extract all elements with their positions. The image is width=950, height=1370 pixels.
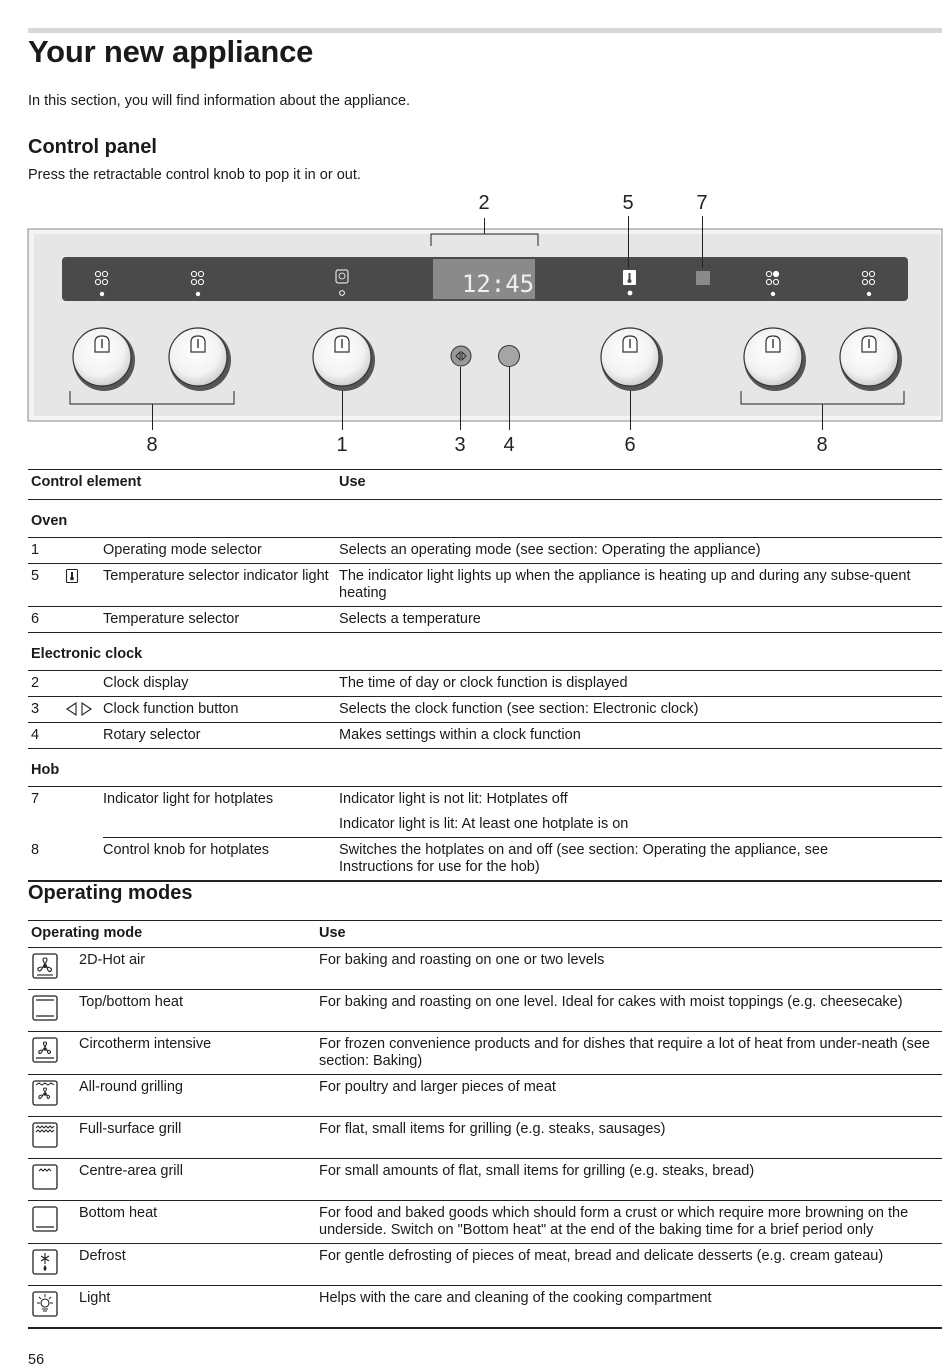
callout-6: 6 (624, 434, 636, 456)
bottom-heat-icon (31, 1205, 59, 1233)
all-round-grilling-icon (31, 1079, 59, 1107)
table-row (28, 538, 942, 564)
top-bottom-heat-icon (31, 994, 59, 1022)
row-use: Selects a temperature (339, 607, 942, 633)
row-use: Selects an operating mode (see section: Operating the appliance) (339, 538, 942, 564)
group-label: Oven (28, 500, 942, 538)
control-element-table (28, 469, 942, 882)
control-panel-heading: Control panel (28, 136, 157, 158)
operating-modes-table (28, 920, 942, 1329)
row-element: Rotary selector (103, 723, 339, 749)
callout-8-right: 8 (816, 434, 828, 456)
mode-use: For frozen convenience products and for dishes that require a lot of heat from under-neath (see section: Baking) (319, 1032, 942, 1075)
group-row-electronic-clock (28, 633, 942, 671)
mode-name: Bottom heat (79, 1201, 319, 1244)
mode-use: For food and baked goods which should form a crust or which require more browning on the underside. Switch on "Bottom heat" at the end of the baking time for a brief period only (319, 1201, 942, 1244)
control-panel-subtitle: Press the retractable control knob to pop it in or out. (28, 167, 361, 183)
centre-area-grill-icon (31, 1163, 59, 1191)
hot-air-fan-icon (31, 952, 59, 980)
control-panel-illustration (0, 0, 950, 465)
row-number: 7 (31, 791, 40, 807)
mode-use: For baking and roasting on one level. Ideal for cakes with moist toppings (e.g. cheesecake) (319, 990, 942, 1032)
table-row (28, 838, 942, 882)
table-row (28, 1075, 942, 1117)
table-header-row (28, 470, 942, 500)
row-number: 4 (28, 723, 65, 749)
column-header-use: Use (319, 921, 942, 948)
callout-5: 5 (622, 192, 634, 214)
mode-name: All-round grilling (79, 1075, 319, 1117)
row-use: Indicator light is not lit: Hotplates off (339, 791, 568, 807)
table-row (28, 1244, 942, 1286)
row-use: The time of day or clock function is displayed (339, 671, 942, 697)
row-use: Switches the hotplates on and off (see section: Operating the appliance, see Instructions for use for the hob) (339, 838, 942, 882)
mode-name: Top/bottom heat (79, 990, 319, 1032)
mode-use: Helps with the care and cleaning of the cooking compartment (319, 1286, 942, 1329)
row-element: Temperature selector (103, 607, 339, 633)
row-element: Temperature selector indicator light (103, 564, 339, 607)
clock-display-time: 12:45 (461, 270, 535, 298)
table-row (28, 564, 942, 607)
table-row (28, 607, 942, 633)
row-number: 8 (28, 838, 65, 882)
page-number: 56 (28, 1352, 45, 1368)
callout-2: 2 (478, 192, 490, 214)
row-element: Indicator light for hotplates (103, 787, 339, 838)
row-use: The indicator light lights up when the appliance is heating up and during any subse-quent heating (339, 564, 942, 607)
table-row (28, 1201, 942, 1244)
row-use: Indicator light is lit: At least one hotplate is on (339, 812, 942, 838)
indicator-dot (100, 292, 104, 296)
mode-name: 2D-Hot air (79, 948, 319, 990)
row-number: 5 (28, 564, 65, 607)
mode-name: Full-surface grill (79, 1117, 319, 1159)
row-number: 3 (28, 697, 65, 723)
table-row (28, 1286, 942, 1329)
table-row (28, 671, 942, 697)
table-header-row (28, 921, 942, 948)
defrost-icon (31, 1248, 59, 1276)
indicator-dot (196, 292, 200, 296)
mode-name: Centre-area grill (79, 1159, 319, 1201)
column-header-use: Use (339, 470, 942, 500)
operating-modes-heading: Operating modes (28, 882, 193, 904)
row-use: Selects the clock function (see section: Electronic clock) (339, 697, 942, 723)
callout-3: 3 (454, 434, 466, 456)
table-row (28, 990, 942, 1032)
row-number: 1 (28, 538, 65, 564)
group-label: Hob (28, 749, 942, 787)
callout-1: 1 (336, 434, 348, 456)
group-row-oven (28, 500, 942, 538)
row-use: Makes settings within a clock function (339, 723, 942, 749)
column-header-operating-mode: Operating mode (28, 921, 319, 948)
mode-name: Circotherm intensive (79, 1032, 319, 1075)
table-row (28, 1117, 942, 1159)
intro-text: In this section, you will find information about the appliance. (28, 93, 411, 109)
light-icon (31, 1290, 59, 1318)
row-element: Control knob for hotplates (103, 838, 339, 882)
group-row-hob (28, 749, 942, 787)
mode-use: For baking and roasting on one or two levels (319, 948, 942, 990)
table-row (28, 723, 942, 749)
mode-name: Light (79, 1286, 319, 1329)
callout-7: 7 (696, 192, 708, 214)
row-number: 6 (28, 607, 65, 633)
table-row (28, 1159, 942, 1201)
table-row (28, 948, 942, 990)
mode-use: For small amounts of flat, small items for grilling (e.g. steaks, bread) (319, 1159, 942, 1201)
hob-indicator-light (696, 271, 710, 285)
group-label: Electronic clock (28, 633, 942, 671)
mode-use: For gentle defrosting of pieces of meat, bread and delicate desserts (e.g. cream gateau) (319, 1244, 942, 1286)
row-number: 2 (28, 671, 65, 697)
rotary-selector (499, 346, 520, 367)
page-title: Your new appliance (28, 34, 314, 69)
full-surface-grill-icon (31, 1121, 59, 1149)
thermometer-icon (65, 568, 79, 584)
mode-name: Defrost (79, 1244, 319, 1286)
circotherm-intensive-icon (31, 1036, 59, 1064)
clock-function-button (451, 346, 471, 366)
table-row (28, 697, 942, 723)
mode-use: For poultry and larger pieces of meat (319, 1075, 942, 1117)
indicator-dot (628, 291, 633, 296)
callout-8-left: 8 (146, 434, 158, 456)
table-row (28, 1032, 942, 1075)
mode-use: For flat, small items for grilling (e.g. steaks, sausages) (319, 1117, 942, 1159)
row-element: Operating mode selector (103, 538, 339, 564)
column-header-control-element: Control element (28, 470, 339, 500)
callout-4: 4 (503, 434, 515, 456)
row-element: Clock display (103, 671, 339, 697)
table-row (28, 787, 942, 813)
clock-arrows-icon (65, 701, 93, 717)
row-element: Clock function button (103, 697, 339, 723)
